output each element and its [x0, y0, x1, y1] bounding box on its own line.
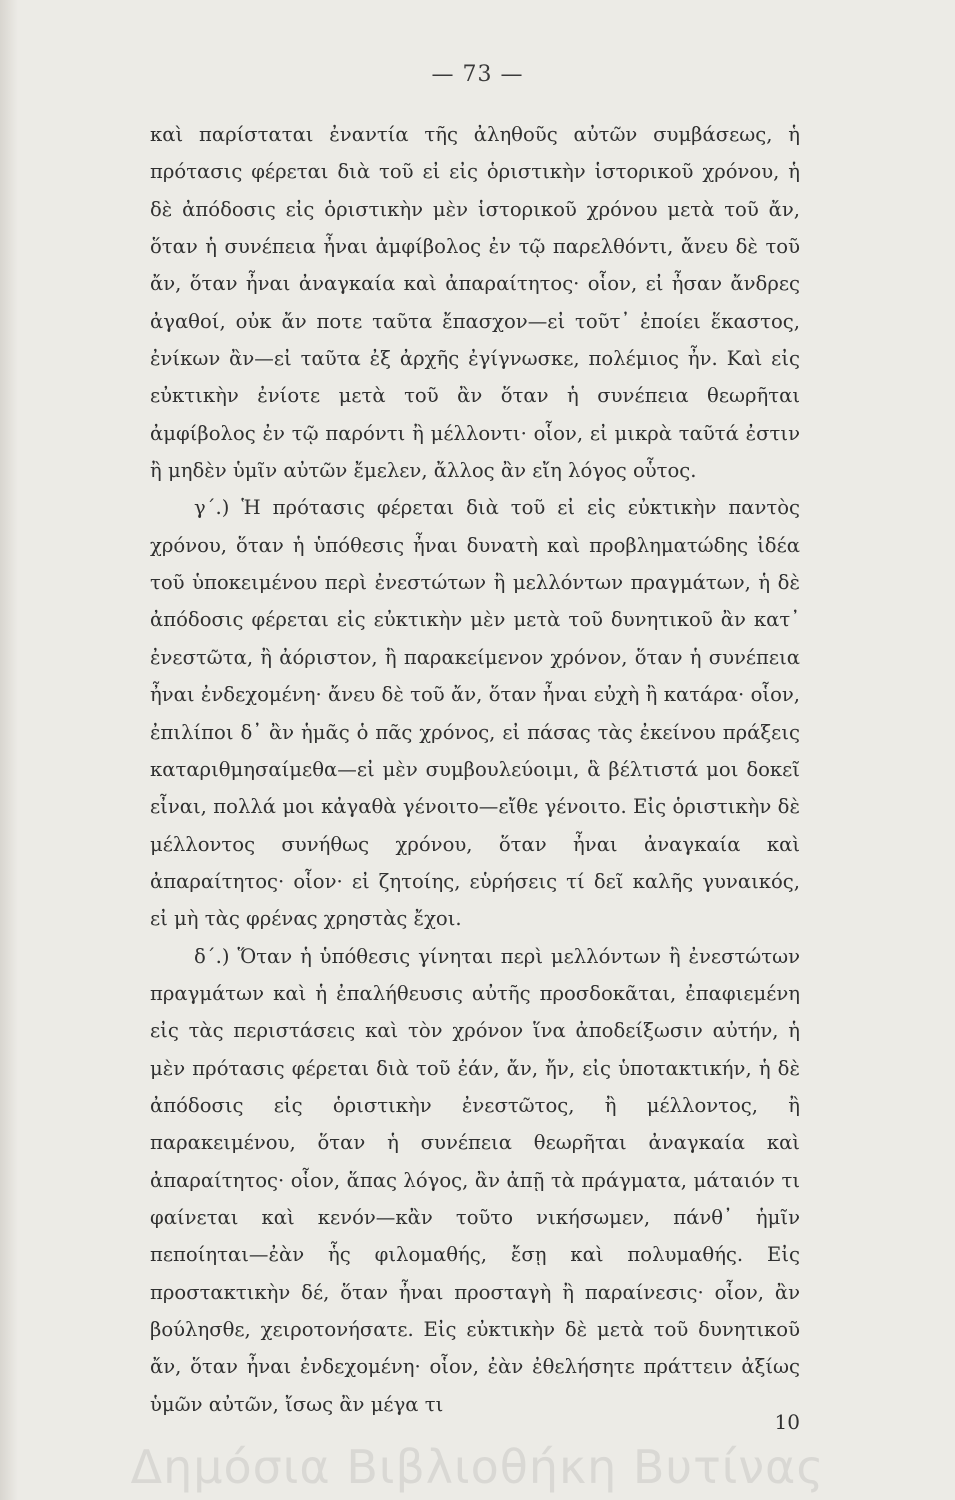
page-number: — 73 —	[431, 62, 524, 87]
page-edge-shadow	[0, 0, 18, 1500]
signature-mark: 10	[774, 1410, 800, 1434]
paragraph-1: καὶ παρίσταται ἐναντία τῆς ἀληθοῦς αὐτῶν συμβάσεως, ἡ πρότασις φέρεται διὰ τοῦ εἰ εἰς ὁριστικὴν ἱστορικοῦ χρόνου, ἡ δὲ ἀπόδοσις εἰς ὁριστικὴν μὲν ἱστορικοῦ χρόνου μετὰ τοῦ ἄν, ὅταν ἡ συνέπεια ἦναι ἀμφίβολος ἐν τῷ παρελθόντι, ἄνευ δὲ τοῦ ἄν, ὅταν ἦναι ἀναγκαία καὶ ἀπαραίτητος· οἷον, εἰ ἦσαν ἄνδρες ἀγαθοί, οὐκ ἄν ποτε ταῦτα ἔπασχον—εἰ τοῦτ᾽ ἐποίει ἕκαστος, ἐνίκων ἂν—εἰ ταῦτα ἐξ ἀρχῆς ἐγίγνωσκε, πολέμιος ἦν. Καὶ εἰς εὐκτικὴν ἐνίοτε μετὰ τοῦ ἂν ὅταν ἡ συνέπεια θεωρῆται ἀμφίβολος ἐν τῷ παρόντι ἢ μέλλοντι· οἷον, εἰ μικρὰ ταῦτά ἐστιν ἢ μηδὲν ὑμῖν αὐτῶν ἔμελεν, ἄλλος ἂν εἴη λόγος οὗτος.	[150, 123, 800, 483]
body-text	[150, 116, 800, 1423]
paragraph-2: γ΄.) Ἡ πρότασις φέρεται διὰ τοῦ εἰ εἰς εὐκτικὴν παντὸς χρόνου, ὅταν ἡ ὑπόθεσις ἦναι δυνατὴ καὶ προβληματώδης ἰδέα τοῦ ὑποκειμένου περὶ ἐνεστώτων ἢ μελλόντων πραγμάτων, ἡ δὲ ἀπόδοσις φέρεται εἰς εὐκτικὴν μὲν μετὰ τοῦ δυνητικοῦ ἂν κατ᾽ ἐνεστῶτα, ἢ ἀόριστον, ἢ παρακείμενον χρόνον, ὅταν ἡ συνέπεια ἦναι ἐνδεχομένη· ἄνευ δὲ τοῦ ἄν, ὅταν ἦναι εὐχὴ ἢ κατάρα· οἷον, ἐπιλίποι δ᾽ ἂν ἡμᾶς ὁ πᾶς χρόνος, εἰ πάσας τὰς ἐκείνου πράξεις καταριθμησαίμεθα—εἰ μὲν συμβουλεύοιμι, ἃ βέλτιστά μοι δοκεῖ εἶναι, πολλά μοι κἀγαθὰ γένοιτο—εἴθε γένοιτο. Εἰς ὁριστικὴν δὲ μέλλοντος συνήθως χρόνου, ὅταν ἦναι ἀναγκαία καὶ ἀπαραίτητος· οἷον· εἰ ζητοίης, εὑρήσεις τί δεῖ καλῆς γυναικός, εἰ μὴ τὰς φρένας χρηστὰς ἔχοι.	[150, 496, 800, 931]
paragraph-3: δ΄.) Ὅταν ἡ ὑπόθεσις γίνηται περὶ μελλόντων ἢ ἐνεστώτων πραγμάτων καὶ ἡ ἐπαλήθευσις αὐτῆς προσδοκᾶται, ἐπαφιεμένη εἰς τὰς περιστάσεις καὶ τὸν χρόνον ἵνα ἀποδείξωσιν αὐτήν, ἡ μὲν πρότασις φέρεται διὰ τοῦ ἐάν, ἄν, ἤν, εἰς ὑποτακτικήν, ἡ δὲ ἀπόδοσις εἰς ὁριστικὴν ἐνεστῶτος, ἢ μέλλοντος, ἢ παρακειμένου, ὅταν ἡ συνέπεια θεωρῆται ἀναγκαία καὶ ἀπαραίτητος· οἷον, ἅπας λόγος, ἂν ἀπῇ τὰ πράγματα, μάταιόν τι φαίνεται καὶ κενόν—κἂν τοῦτο νικήσωμεν, πάνθ᾽ ἡμῖν πεποίηται—ἐὰν ἧς φιλομαθής, ἔσῃ καὶ πολυμαθής. Εἰς προστακτικὴν δέ, ὅταν ἦναι προσταγὴ ἢ παραίνεσις· οἷον, ἂν βούλησθε, χειροτονήσατε. Εἰς εὐκτικὴν δὲ μετὰ τοῦ δυνητικοῦ ἄν, ὅταν ἦναι ἐνδεχομένη· οἷον, ἐὰν ἐθελήσητε πράττειν ἀξίως ὑμῶν αὐτῶν, ἴσως ἂν μέγα τι	[150, 944, 800, 1416]
library-watermark: Δημόσια Βιβλιοθήκη Βυτίνας	[130, 1440, 825, 1494]
